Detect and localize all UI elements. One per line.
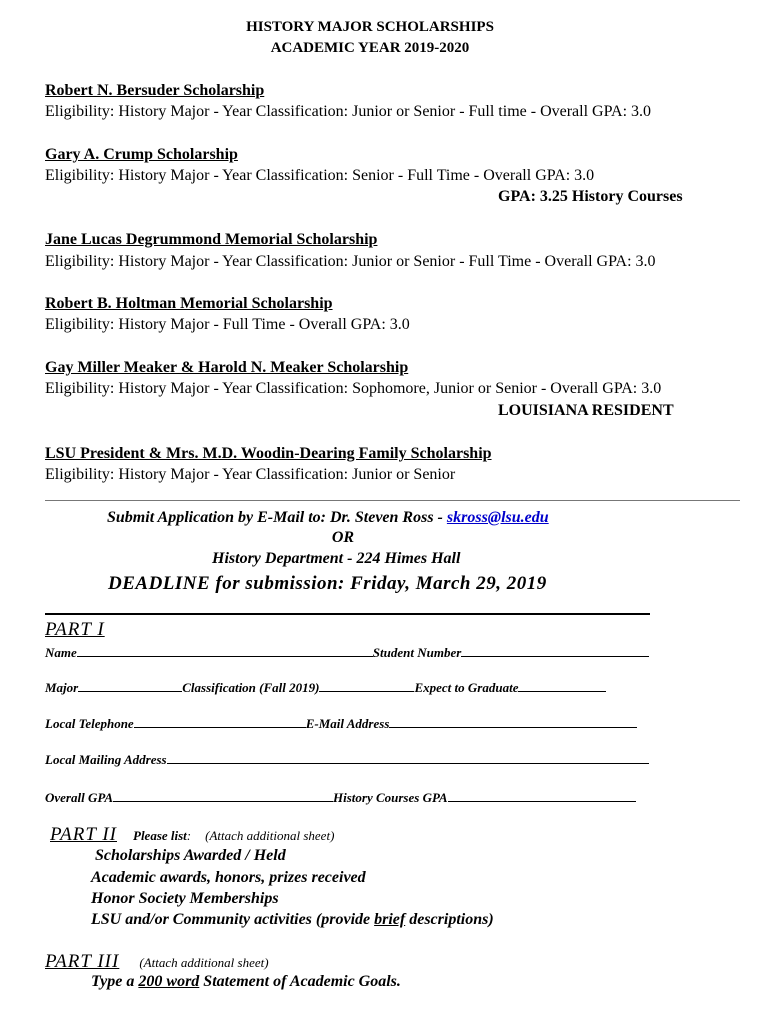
- name-row: [45, 644, 649, 661]
- list-item: Academic awards, honors, prizes received: [91, 869, 366, 886]
- submit-text: Submit Application by E-Mail to: Dr. Steven Ross -: [107, 509, 447, 526]
- scholarship-eligibility: Eligibility: History Major - Year Classification: Junior or Senior - Full time - Overall GPA: 3.0: [45, 103, 652, 120]
- list-item: [91, 911, 494, 929]
- telephone-field[interactable]: [134, 715, 306, 728]
- scholarship-eligibility: Eligibility: History Major - Year Classification: Junior or Senior - Full Time - Overall GPA: 3.0: [45, 253, 656, 270]
- page-title: HISTORY MAJOR SCHOLARSHIPS: [246, 19, 494, 35]
- part-2-header-row: [50, 824, 334, 846]
- telephone-row: [45, 715, 637, 732]
- expect-graduate-label: Expect to Graduate: [414, 680, 519, 695]
- or-label: OR: [331, 529, 355, 546]
- scholarship-name: Jane Lucas Degrummond Memorial Scholarship: [45, 231, 378, 248]
- classification-field[interactable]: [319, 679, 414, 692]
- overall-gpa-field[interactable]: [113, 789, 333, 802]
- divider: [45, 500, 740, 501]
- overall-gpa-label: Overall GPA: [45, 790, 113, 805]
- list-item: Scholarships Awarded / Held: [95, 847, 286, 864]
- mailing-address-row: [45, 751, 649, 768]
- statement-suffix: Statement of Academic Goals.: [199, 973, 401, 990]
- scholarship-name: Gary A. Crump Scholarship: [45, 146, 238, 163]
- email-link[interactable]: skross@lsu.edu: [446, 509, 549, 526]
- history-gpa-field[interactable]: [448, 789, 636, 802]
- part-1-heading: PART I: [45, 619, 105, 640]
- department-address: History Department - 224 Himes Hall: [212, 550, 461, 567]
- student-number-field[interactable]: [461, 644, 649, 657]
- deadline: DEADLINE for submission: Friday, March 29, 2019: [108, 573, 547, 594]
- statement-text: Type a: [91, 973, 139, 990]
- please-list-label: Please list: [133, 828, 187, 843]
- attach-note: (Attach additional sheet): [205, 828, 335, 843]
- activities-text: LSU and/or Community activities (provide: [91, 911, 375, 928]
- email-field[interactable]: [389, 715, 637, 728]
- colon: :: [186, 828, 192, 843]
- mailing-address-label: Local Mailing Address: [45, 752, 167, 767]
- part-2-heading: PART II: [50, 824, 117, 845]
- telephone-label: Local Telephone: [45, 716, 134, 731]
- brief-emphasis: brief: [374, 911, 406, 928]
- submit-instruction: [107, 509, 549, 527]
- scholarship-eligibility: Eligibility: History Major - Full Time - Overall GPA: 3.0: [45, 316, 410, 333]
- scholarship-name: LSU President & Mrs. M.D. Woodin-Dearing Family Scholarship: [45, 445, 492, 462]
- statement-instruction: [91, 973, 401, 991]
- part-3-heading: PART III: [45, 951, 120, 972]
- part-3-header-row: [45, 951, 269, 973]
- major-row: [45, 679, 606, 696]
- name-label: Name: [45, 645, 77, 660]
- email-label: E-Mail Address: [305, 716, 390, 731]
- scholarship-name: Robert N. Bersuder Scholarship: [45, 82, 265, 99]
- history-gpa-label: History Courses GPA: [333, 790, 448, 805]
- scholarship-extra-requirement: LOUISIANA RESIDENT: [498, 402, 674, 419]
- scholarship-eligibility: Eligibility: History Major - Year Classification: Junior or Senior: [45, 466, 456, 483]
- gpa-row: [45, 789, 636, 806]
- mailing-address-field[interactable]: [167, 751, 649, 764]
- major-field[interactable]: [78, 679, 182, 692]
- attach-note: (Attach additional sheet): [139, 955, 269, 970]
- expect-graduate-field[interactable]: [518, 679, 606, 692]
- divider: [45, 613, 650, 615]
- scholarship-name: Gay Miller Meaker & Harold N. Meaker Scholarship: [45, 359, 409, 376]
- scholarship-eligibility: Eligibility: History Major - Year Classification: Sophomore, Junior or Senior - Overall GPA: 3.0: [45, 380, 662, 397]
- activities-suffix: descriptions): [405, 911, 494, 928]
- name-field[interactable]: [77, 644, 373, 657]
- major-label: Major: [45, 680, 79, 695]
- student-number-label: Student Number: [372, 645, 462, 660]
- list-item: Honor Society Memberships: [91, 890, 279, 907]
- page-subtitle: ACADEMIC YEAR 2019-2020: [270, 40, 470, 56]
- scholarship-eligibility: Eligibility: History Major - Year Classification: Senior - Full Time - Overall GPA: 3.0: [45, 167, 595, 184]
- scholarship-extra-requirement: GPA: 3.25 History Courses: [498, 188, 683, 205]
- classification-label: Classification (Fall 2019): [182, 680, 320, 695]
- scholarship-name: Robert B. Holtman Memorial Scholarship: [45, 295, 333, 312]
- word-count-emphasis: 200 word: [138, 973, 200, 990]
